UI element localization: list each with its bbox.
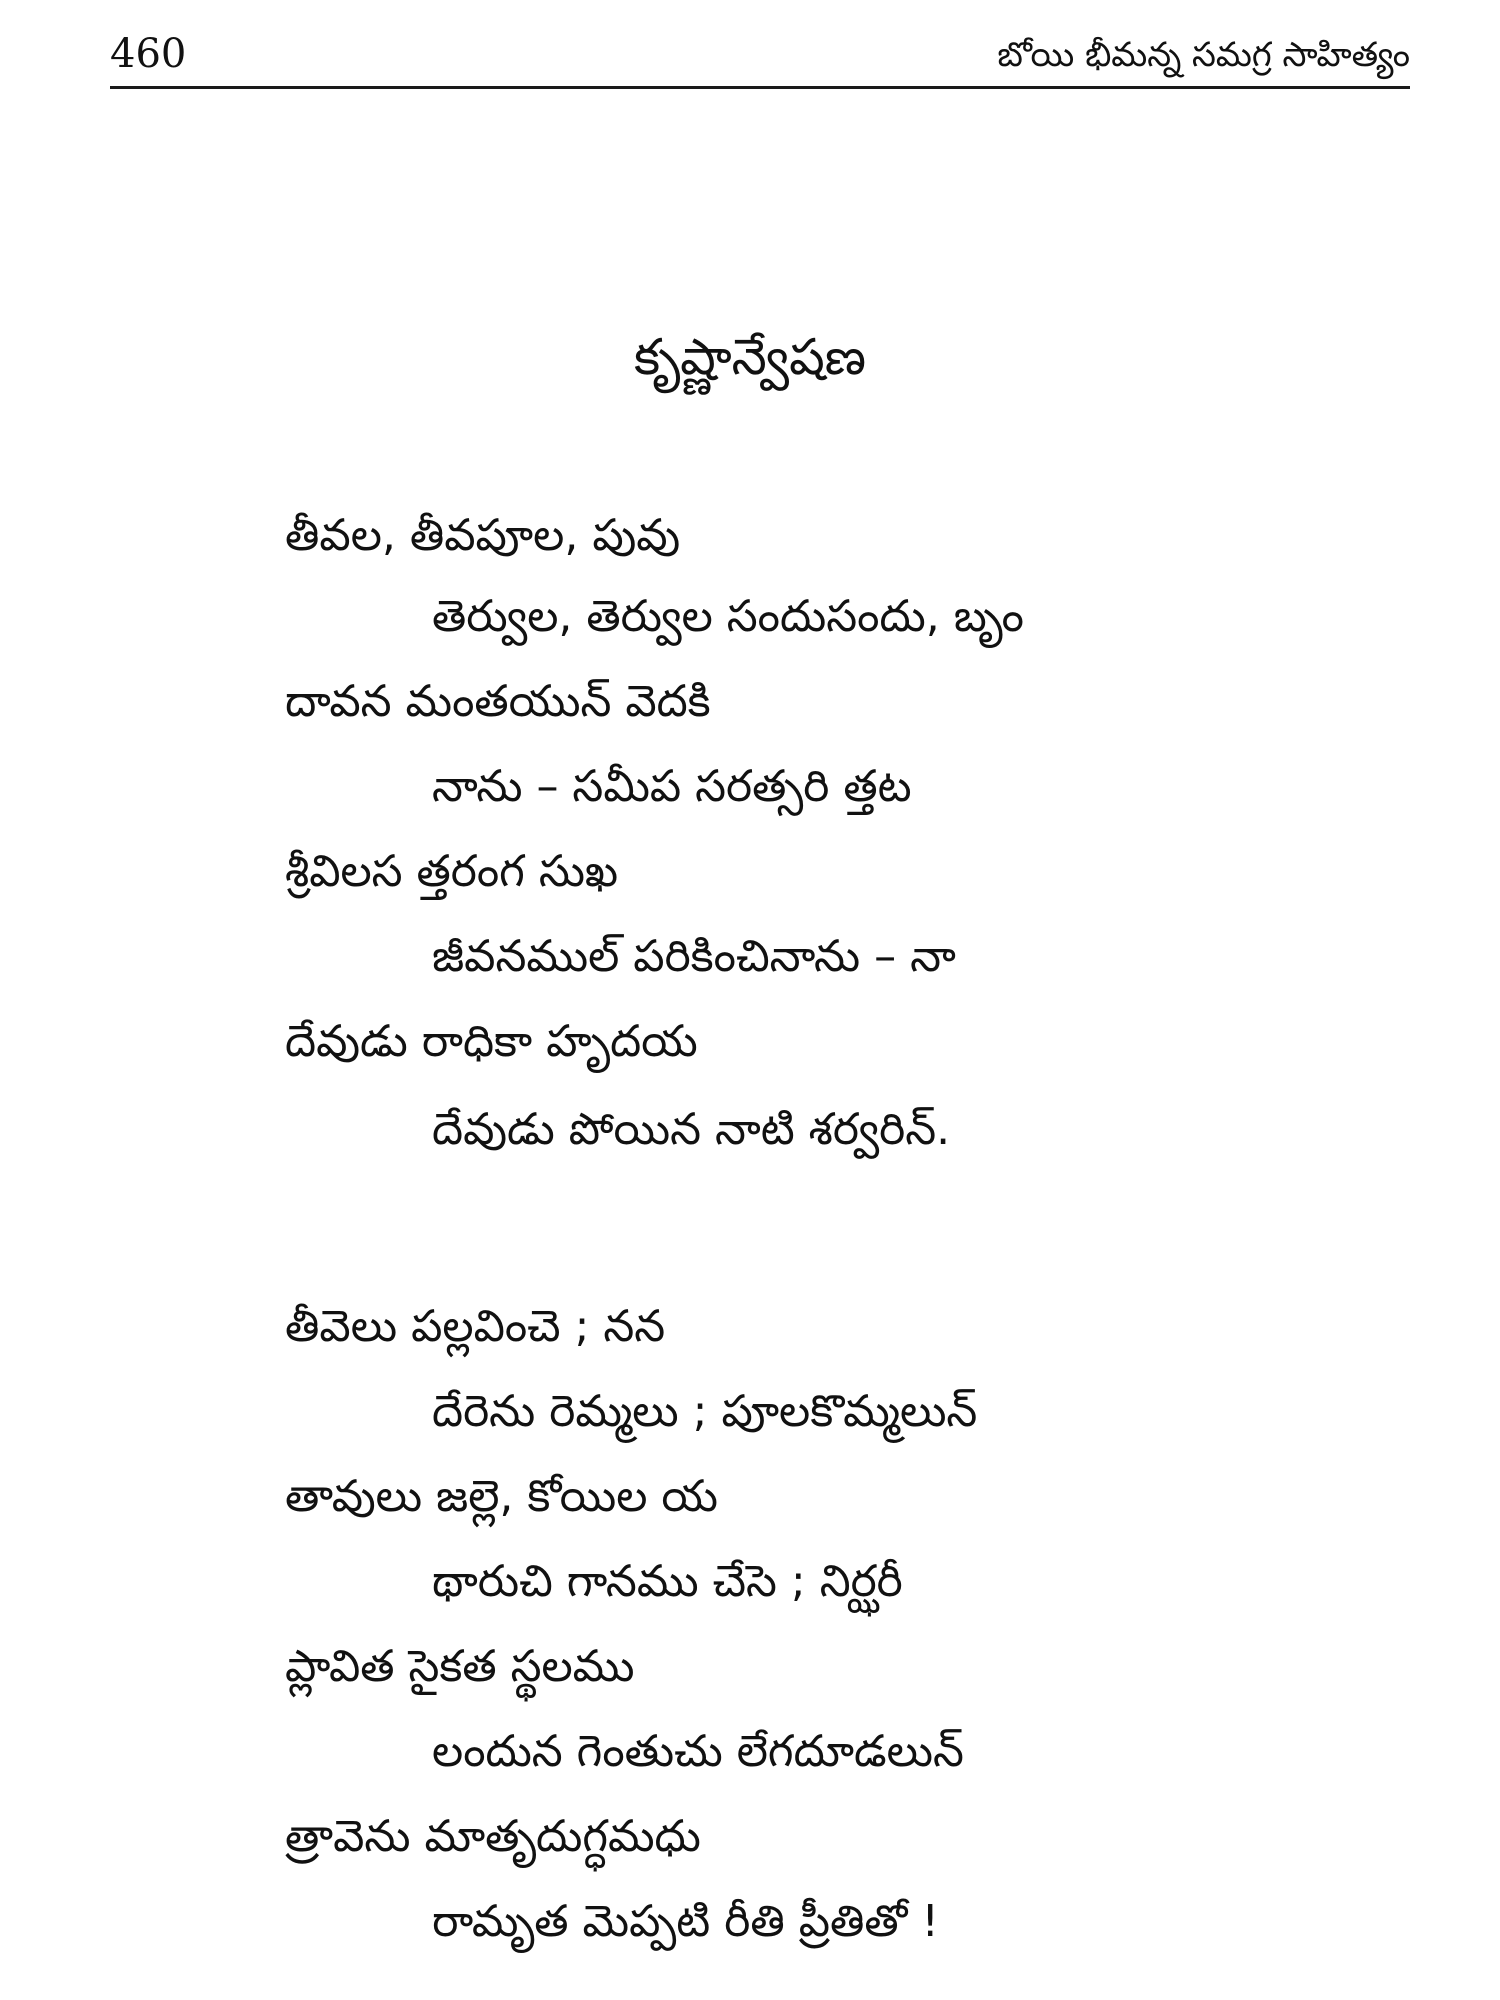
- poem-line: తీవెలు పల్లవించె ; నన: [285, 1301, 666, 1352]
- poem-line: దావన మంతయున్ వెదకి: [285, 676, 711, 727]
- page-number: 460: [110, 31, 187, 77]
- poem-line: తెర్వుల, తెర్వుల సందుసందు, బృం: [432, 591, 1024, 642]
- poem-line: రామృత మెప్పటి రీతి ప్రీతితో !: [432, 1896, 939, 1947]
- poem-line: లందున గెంతుచు లేగదూడలున్: [432, 1726, 964, 1777]
- poem-line: తీవల, తీవపూల, పువు: [285, 510, 681, 561]
- poem-line: శ్రీవిలస త్తరంగ సుఖ: [285, 846, 619, 897]
- poem-line: థారుచి గానము చేసె ; నిర్ఝరీ: [432, 1556, 903, 1607]
- poem-title: కృష్ణాన్వేషణ: [633, 328, 867, 386]
- poem-line: త్రావెను మాతృదుగ్ధమధు: [285, 1811, 701, 1862]
- poem-line: దేరెను రెమ్మలు ; పూలకొమ్మలున్: [432, 1386, 978, 1437]
- poem-line: దేవుడు పోయిన నాటి శర్వరిన్.: [432, 1104, 951, 1155]
- poem-line: నాను – సమీప సరత్సరి త్తట: [432, 761, 912, 812]
- poem-line: తావులు జల్లె, కోయిల య: [285, 1471, 718, 1522]
- running-title: బోయి భీమన్న సమగ్ర సాహిత్యం: [997, 35, 1410, 75]
- poem-line: దేవుడు రాధికా హృదయ: [285, 1016, 698, 1067]
- poem-line: జీవనముల్ పరికించినాను – నా: [432, 931, 956, 982]
- poem-line: ప్లావిత సైకత స్థలము: [285, 1641, 635, 1692]
